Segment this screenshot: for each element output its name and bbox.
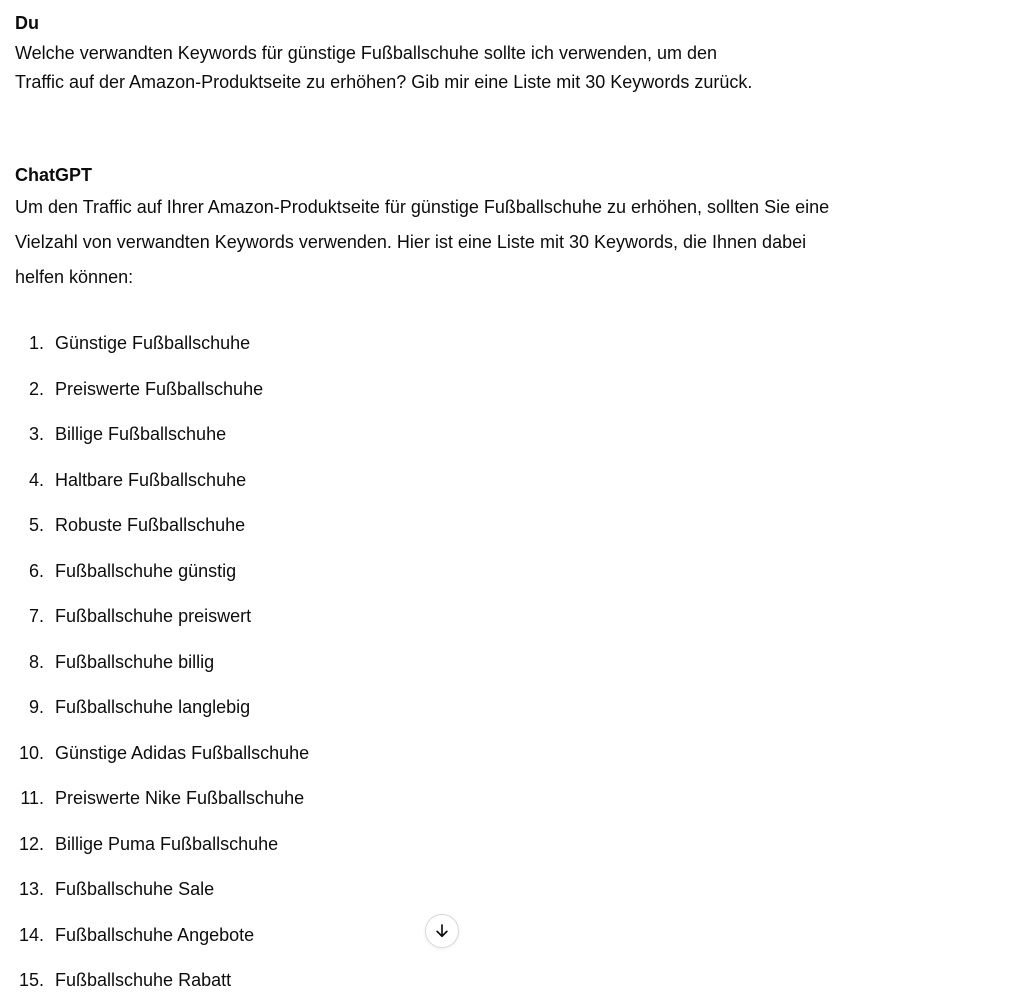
assistant-author-label: ChatGPT	[15, 165, 93, 185]
user-author-label: Du	[15, 13, 39, 33]
list-item	[15, 549, 309, 595]
list-item	[15, 640, 309, 686]
assistant-intro-line: Vielzahl von verwandten Keywords verwenden. Hier ist eine Liste mit 30 Keywords, die Ihnen dabei	[15, 232, 807, 252]
list-item	[15, 412, 309, 458]
list-item-text: Fußballschuhe billig	[55, 651, 215, 672]
list-item-number: 2.	[28, 378, 44, 399]
list-item	[15, 913, 309, 959]
list-item-number: 12.	[18, 833, 44, 854]
list-item-text: Haltbare Fußballschuhe	[55, 469, 247, 490]
list-item	[15, 822, 309, 868]
list-item-number: 8.	[28, 651, 44, 672]
list-item-number: 4.	[28, 469, 44, 490]
list-item	[15, 594, 309, 640]
list-item-text: Preiswerte Fußballschuhe	[55, 378, 264, 399]
list-item-text: Fußballschuhe Angebote	[55, 924, 255, 945]
list-item	[15, 367, 309, 413]
list-item-number: 3.	[28, 424, 44, 445]
list-item-number: 11.	[20, 788, 44, 809]
assistant-intro	[15, 190, 829, 295]
list-item	[15, 958, 309, 1004]
list-item	[15, 321, 309, 367]
arrow-down-icon	[433, 922, 451, 940]
list-item-number: 6.	[28, 560, 44, 581]
list-item-number: 13.	[18, 879, 44, 900]
list-item-text: Günstige Adidas Fußballschuhe	[55, 742, 310, 763]
keyword-list	[15, 321, 309, 1004]
assistant-intro-line: Um den Traffic auf Ihrer Amazon-Produktseite für günstige Fußballschuhe zu erhöhen, sollten Sie eine	[15, 197, 830, 217]
scroll-to-bottom-button[interactable]	[425, 914, 459, 948]
list-item	[15, 458, 309, 504]
list-item	[15, 503, 309, 549]
list-item-number: 7.	[28, 606, 44, 627]
list-item-text: Robuste Fußballschuhe	[55, 515, 246, 536]
list-item-number: 1.	[28, 333, 44, 354]
list-item-number: 14.	[18, 924, 44, 945]
list-item	[15, 776, 309, 822]
list-item-text: Preiswerte Nike Fußballschuhe	[55, 788, 305, 809]
list-item-number: 5.	[28, 515, 44, 536]
user-message-line: Traffic auf der Amazon-Produktseite zu erhöhen? Gib mir eine Liste mit 30 Keywords zurück.	[15, 72, 753, 92]
user-message-line: Welche verwandten Keywords für günstige Fußballschuhe sollte ich verwenden, um den	[15, 43, 718, 63]
list-item-number: 15.	[18, 970, 44, 991]
list-item-text: Günstige Fußballschuhe	[55, 333, 251, 354]
list-item-text: Fußballschuhe langlebig	[55, 697, 251, 718]
list-item-number: 10.	[18, 742, 44, 763]
list-item	[15, 867, 309, 913]
list-item-text: Billige Fußballschuhe	[55, 424, 227, 445]
list-item-text: Fußballschuhe günstig	[55, 560, 237, 581]
list-item-text: Fußballschuhe Rabatt	[55, 970, 232, 991]
list-item-text: Billige Puma Fußballschuhe	[55, 833, 279, 854]
list-item-text: Fußballschuhe preiswert	[55, 606, 252, 627]
user-message	[15, 39, 752, 97]
list-item-number: 9.	[28, 697, 44, 718]
assistant-intro-line: helfen können:	[15, 267, 134, 287]
list-item-text: Fußballschuhe Sale	[55, 879, 215, 900]
list-item	[15, 731, 309, 777]
list-item	[15, 685, 309, 731]
